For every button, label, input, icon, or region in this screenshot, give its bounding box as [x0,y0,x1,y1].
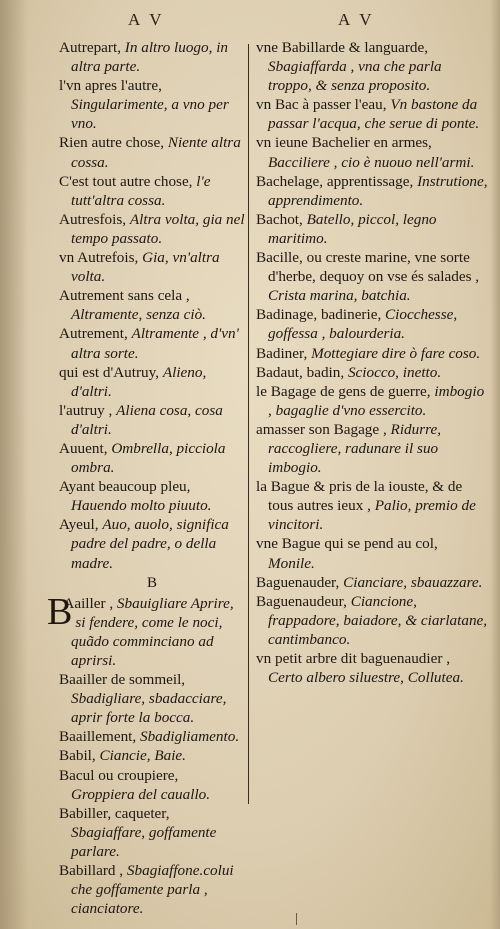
dictionary-entry [59,477,245,515]
entry-french: Bacul ou croupiere, [59,766,179,784]
dictionary-entry [59,401,245,439]
dictionary-entry [256,382,488,420]
entry-italian: In altro luogo, in altra parte. [71,39,229,76]
entry-italian: Hauendo molto piuuto. [71,497,212,515]
column-divider [248,44,249,804]
section-letter-b: B [146,574,157,591]
entry-french: vn ieune Bachelier en armes, [256,134,432,152]
dictionary-entry [256,248,488,305]
entry-french: Aailler , [63,594,117,612]
dictionary-entry [59,727,245,746]
dictionary-entry [59,172,245,210]
dictionary-entry [256,420,488,477]
entry-french: la Bague & pris de la iouste, & de tous autres ieux , [256,478,463,515]
entry-italian: Instrutione, apprendimento. [268,172,488,209]
dictionary-entry [59,286,245,324]
entry-french: vne Babillarde & languarde, [256,39,429,56]
entry-french: Autresfois, [59,210,130,228]
page-edge-shadow [490,0,500,929]
entry-french: Badinage, badinerie, [256,306,386,324]
entry-french: Baaillement, [59,728,140,746]
entry-italian: Crista marina, batchia. [268,287,411,305]
entry-italian: Sbauigliare Aprire, si fendere, come le noci, quãdo comminciano ad aprirsi. [71,594,234,669]
entry-french: Autrement sans cela , [59,287,190,305]
dictionary-entry [59,363,245,401]
entry-french: Bachelage, apprentissage, [256,172,418,190]
entry-french: Babil, [59,747,100,765]
entry-italian: Altra volta, gia nel tempo passato. [71,210,245,247]
entry-french: l'autruy , [59,401,117,419]
entry-italian: Ciancie, Baie. [99,747,186,765]
entry-italian: Sbadigliamento. [139,728,240,746]
entry-italian: Groppiera del cauallo. [71,785,211,803]
entry-french: Babillard , [59,862,127,880]
dictionary-entry [59,670,245,727]
entry-italian: Altramente, senza ciò. [71,306,206,324]
dictionary-entry [59,439,245,477]
dictionary-entry [59,210,245,248]
entry-italian: imbogio , bagaglie d'vno essercito. [268,382,485,419]
dictionary-entry [256,573,488,592]
entry-french: vn Autrefois, [59,249,143,267]
dictionary-entry [256,363,488,382]
dictionary-entry [59,766,245,804]
dictionary-entry [59,133,245,171]
dictionary-entry [256,477,488,534]
drop-cap: B [47,590,73,633]
entry-french: vn petit arbre dit baguenaudier , [256,650,450,667]
dictionary-entry [47,590,245,670]
entry-french: vn Bac à passer l'eau, [256,96,391,114]
entry-italian: Altramente , d'vn' altra sorte. [71,325,239,362]
entry-italian: Aliena cosa, cosa d'altri. [71,401,223,438]
entry-french: C'est tout autre chose, [59,172,197,190]
entry-italian: Batello, piccol, legno maritimo. [268,210,437,247]
entry-french: Autrement, [59,325,132,343]
right-column [256,38,488,687]
entry-french: Badiner, [256,344,312,362]
entry-italian: Bacciliere , cio è nuouo nell'armi. [268,153,475,171]
entry-french: Ayant beaucoup pleu, [59,478,191,496]
entry-french: Auuent, [59,439,112,457]
entry-italian: Gia, vn'altra volta. [71,249,220,286]
dictionary-entry [256,133,488,171]
entry-italian: Sbagiaffone.colui che goffamente parla , cianciatore. [71,862,234,918]
entry-italian: l'e tutt'altra cossa. [71,172,211,209]
dictionary-entry [256,649,488,687]
dictionary-entry [59,861,245,918]
dictionary-entry [59,746,245,765]
running-head-right: A V [338,10,375,29]
entry-french: Baguenaudeur, [256,592,351,610]
page-foot-mark [296,913,297,925]
dictionary-entry [256,534,488,572]
entry-italian: Sbagiaffarda , vna che parla troppo, & senza proposito. [268,58,442,95]
entry-italian: Monile. [268,554,315,572]
page-gutter-shadow [0,0,28,929]
entry-french: Badaut, badin, [256,363,348,381]
entry-italian: Niente altra cossa. [71,134,241,171]
entry-french: qui est d'Autruy, [59,363,163,381]
dictionary-entry [59,76,245,133]
dictionary-entry [256,172,488,210]
dictionary-entry [256,344,488,363]
entry-french: le Bagage de gens de guerre, [256,382,435,400]
dictionary-entry [256,38,488,95]
entry-french: Bacille, ou creste marine, vne sorte d'herbe, dequoy on vse és salades , [256,249,480,286]
entry-italian: Ridurre, raccogliere, radunare il suo imbogio. [268,420,442,477]
entry-italian: Sciocco, inetto. [347,363,442,381]
dictionary-entry [59,804,245,861]
entry-italian: Sbadigliare, sbadacciare, aprir forte la bocca. [71,690,227,727]
entry-french: Ayeul, [59,516,103,534]
entry-french: l'vn apres l'autre, [59,77,162,95]
dictionary-entry [59,515,245,572]
entry-french: Bachot, [256,210,307,228]
dictionary-entry [59,324,245,362]
dictionary-entry [256,305,488,343]
entry-italian: Ciocchesse, goffessa , balourderia. [268,306,458,343]
entry-italian: Sbagiaffare, goffamente parlare. [71,823,217,860]
entry-italian: Ombrella, picciola ombra. [71,439,226,477]
dictionary-entry [256,210,488,248]
entry-italian: Alieno, d'altri. [71,363,207,400]
dictionary-entry [59,38,245,76]
entry-french: vne Bague qui se pend au col, [256,535,438,553]
entry-french: Autrepart, [59,39,125,56]
entry-italian: Singularimente, a vno per vno. [71,96,229,133]
entry-french: Rien autre chose, [59,134,168,152]
dictionary-entry [59,248,245,286]
entry-french: amasser son Bagage , [256,420,391,438]
dictionary-entry [256,95,488,133]
entry-italian: Cianciare, sbauazzare. [343,573,483,591]
entry-french: Babiller, caqueter, [59,804,170,822]
entry-italian: Ciancione, frappadore, baiadore, & ciarlatane, cantimbanco. [268,592,488,648]
entry-italian: Certo albero siluestre, Collutea. [268,669,464,687]
entry-italian: Mottegiare dire ò fare coso. [311,344,481,362]
left-column [47,38,245,918]
entry-french: Baailler de sommeil, [59,671,186,689]
running-head-left: A V [128,10,165,29]
entry-italian: Auo, auolo, significa padre del padre, o della madre. [71,516,229,572]
entry-italian: Vn bastone da passar l'acqua, che serue di ponte. [268,96,480,133]
entry-italian: Palio, premio de vincitori. [268,497,476,534]
entry-french: Baguenauder, [256,573,344,591]
dictionary-entry [256,592,488,649]
